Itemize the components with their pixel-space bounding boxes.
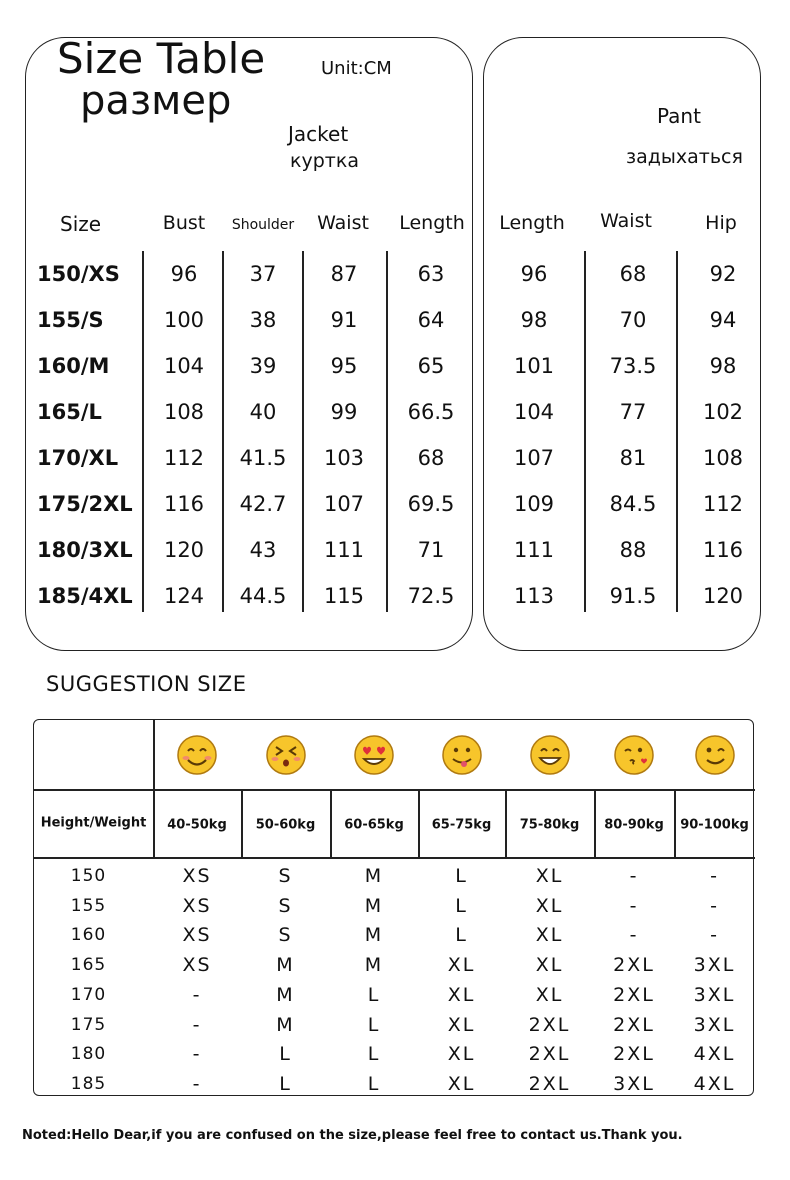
pant-cell-waist: 68 — [619, 262, 647, 286]
pant-cell-waist: 77 — [619, 400, 647, 424]
height-cell: 155 — [70, 895, 107, 916]
pant-header-waist: Waist — [600, 210, 652, 232]
jacket-label: Jacket — [288, 122, 349, 146]
suggested-size-cell: - — [192, 1043, 202, 1066]
jacket-cell-bust: 116 — [163, 492, 205, 516]
jacket-cell-length: 65 — [417, 354, 445, 378]
jacket-size-label: 150/XS — [37, 262, 120, 286]
pant-cell-waist: 81 — [619, 446, 647, 470]
jacket-cell-waist: 95 — [330, 354, 358, 378]
page-title-russian: размер — [80, 78, 232, 124]
table-divider — [594, 789, 596, 857]
suggested-size-cell: XL — [535, 983, 564, 1006]
suggestion-title: SUGGESTION SIZE — [46, 672, 247, 696]
jacket-cell-shoulder: 43 — [249, 538, 277, 562]
suggested-size-cell: L — [367, 1013, 381, 1036]
weight-header: 60-65kg — [344, 817, 404, 833]
squinting-emoji-icon — [265, 734, 307, 776]
weight-header: 80-90kg — [604, 817, 664, 833]
suggested-size-cell: 2XL — [613, 1013, 655, 1036]
suggested-size-cell: XL — [447, 1072, 476, 1095]
column-divider — [386, 251, 388, 612]
suggested-size-cell: M — [364, 954, 384, 977]
suggested-size-cell: M — [276, 1013, 295, 1036]
jacket-cell-bust: 112 — [163, 446, 205, 470]
pant-cell-waist: 84.5 — [609, 492, 657, 516]
suggested-size-cell: XL — [447, 1013, 476, 1036]
pant-cell-length: 96 — [520, 262, 548, 286]
suggested-size-cell: M — [364, 865, 384, 887]
suggested-size-cell: - — [192, 1072, 202, 1095]
table-divider — [34, 789, 755, 791]
suggested-size-cell: S — [278, 894, 293, 917]
jacket-cell-shoulder: 42.7 — [239, 492, 287, 516]
jacket-header-length: Length — [399, 212, 465, 234]
jacket-cell-waist: 99 — [330, 400, 358, 424]
jacket-cell-length: 69.5 — [407, 492, 455, 516]
suggested-size-cell: M — [364, 894, 384, 917]
jacket-cell-length: 63 — [417, 262, 445, 286]
pant-cell-hip: 92 — [709, 262, 737, 286]
pant-cell-waist: 73.5 — [609, 354, 657, 378]
suggested-size-cell: XL — [535, 924, 564, 947]
jacket-size-label: 185/4XL — [37, 584, 133, 608]
jacket-cell-shoulder: 39 — [249, 354, 277, 378]
suggested-size-cell: L — [367, 1043, 381, 1066]
column-divider — [676, 251, 678, 612]
jacket-header-size: Size — [60, 212, 102, 236]
jacket-size-label: 160/M — [37, 354, 110, 378]
pant-cell-waist: 70 — [619, 308, 647, 332]
smiling-emoji-icon — [176, 734, 218, 776]
height-cell: 185 — [70, 1073, 107, 1094]
suggested-size-cell: - — [192, 983, 202, 1006]
pant-cell-length: 111 — [513, 538, 555, 562]
column-divider — [302, 251, 304, 612]
height-cell: 165 — [70, 955, 107, 976]
jacket-cell-waist: 115 — [323, 584, 365, 608]
suggested-size-cell: XL — [535, 865, 564, 887]
jacket-cell-bust: 104 — [163, 354, 205, 378]
suggested-size-cell: 3XL — [693, 1013, 736, 1036]
jacket-cell-waist: 91 — [330, 308, 358, 332]
suggested-size-cell: XL — [535, 894, 564, 917]
pant-cell-length: 101 — [513, 354, 555, 378]
jacket-cell-shoulder: 40 — [249, 400, 277, 424]
jacket-cell-bust: 120 — [163, 538, 205, 562]
suggested-size-cell: L — [455, 865, 468, 887]
suggested-size-cell: M — [276, 954, 295, 977]
jacket-size-label: 180/3XL — [37, 538, 133, 562]
jacket-cell-length: 66.5 — [407, 400, 455, 424]
suggested-size-cell: XL — [447, 1043, 476, 1066]
unit-label: Unit:CM — [321, 58, 392, 79]
pant-header-hip: Hip — [705, 212, 737, 234]
suggested-size-cell: 2XL — [528, 1013, 571, 1036]
pant-cell-hip: 116 — [702, 538, 744, 562]
jacket-cell-bust: 96 — [170, 262, 198, 286]
jacket-size-label: 155/S — [37, 308, 104, 332]
pant-cell-waist: 88 — [619, 538, 647, 562]
suggested-size-cell: L — [279, 1043, 292, 1066]
column-divider — [584, 251, 586, 612]
pant-cell-length: 109 — [513, 492, 555, 516]
footer-note: Noted:Hello Dear,if you are confused on the size,please feel free to contact us.Thank you. — [22, 1128, 683, 1143]
pant-header-length: Length — [499, 212, 565, 234]
table-divider — [241, 789, 243, 857]
jacket-cell-bust: 124 — [163, 584, 205, 608]
suggested-size-cell: - — [710, 894, 719, 917]
jacket-cell-waist: 111 — [323, 538, 365, 562]
jacket-label-russian: куртка — [290, 150, 359, 172]
suggested-size-cell: XL — [535, 954, 564, 977]
suggested-size-cell: S — [278, 924, 293, 947]
suggested-size-cell: 2XL — [528, 1043, 571, 1066]
suggested-size-cell: XS — [182, 894, 212, 917]
height-cell: 170 — [70, 984, 107, 1005]
suggested-size-cell: - — [192, 1013, 202, 1036]
height-cell: 160 — [70, 925, 107, 946]
suggested-size-cell: - — [629, 865, 639, 887]
suggested-size-cell: 3XL — [693, 954, 736, 977]
suggested-size-cell: S — [278, 865, 293, 887]
suggested-size-cell: - — [710, 924, 719, 947]
suggested-size-cell: 2XL — [528, 1072, 571, 1095]
jacket-cell-shoulder: 38 — [249, 308, 277, 332]
suggested-size-cell: M — [364, 924, 384, 947]
suggested-size-cell: M — [276, 983, 295, 1006]
height-weight-header: Height/Weight — [40, 815, 147, 831]
pant-cell-hip: 98 — [709, 354, 737, 378]
height-cell: 180 — [70, 1044, 107, 1065]
jacket-cell-shoulder: 41.5 — [239, 446, 287, 470]
pant-cell-length: 107 — [513, 446, 555, 470]
suggested-size-cell: 4XL — [693, 1072, 736, 1095]
pant-cell-hip: 102 — [702, 400, 744, 424]
suggested-size-cell: XS — [182, 924, 212, 947]
jacket-header-bust: Bust — [162, 212, 206, 234]
suggested-size-cell: XS — [182, 954, 212, 977]
suggested-size-cell: XL — [447, 983, 476, 1006]
weight-header: 90-100kg — [680, 817, 749, 833]
heart-eyes-emoji-icon — [353, 734, 395, 776]
jacket-cell-bust: 100 — [163, 308, 205, 332]
jacket-header-waist: Waist — [317, 212, 369, 234]
pant-cell-hip: 94 — [709, 308, 737, 332]
column-divider — [222, 251, 224, 612]
weight-header: 75-80kg — [519, 817, 580, 833]
jacket-cell-waist: 103 — [323, 446, 365, 470]
suggested-size-cell: 2XL — [613, 954, 655, 977]
weight-header: 65-75kg — [431, 817, 492, 833]
pant-cell-waist: 91.5 — [609, 584, 657, 608]
jacket-size-label: 165/L — [37, 400, 102, 424]
suggested-size-cell: - — [710, 865, 719, 887]
tongue-emoji-icon — [441, 734, 483, 776]
suggested-size-cell: L — [367, 983, 381, 1006]
jacket-cell-length: 72.5 — [407, 584, 455, 608]
grinning-emoji-icon — [529, 734, 571, 776]
weight-header: 40-50kg — [167, 817, 227, 833]
jacket-cell-length: 64 — [417, 308, 445, 332]
suggested-size-cell: - — [629, 924, 639, 947]
jacket-cell-waist: 107 — [323, 492, 365, 516]
pant-cell-hip: 120 — [702, 584, 744, 608]
jacket-cell-length: 71 — [417, 538, 445, 562]
suggested-size-cell: L — [455, 894, 468, 917]
suggested-size-cell: XL — [447, 954, 476, 977]
suggested-size-cell: 3XL — [693, 983, 736, 1006]
table-divider — [505, 789, 507, 857]
table-divider — [153, 720, 155, 857]
suggested-size-cell: L — [455, 924, 468, 947]
page-title: Size Table — [57, 34, 266, 83]
pant-cell-hip: 112 — [702, 492, 744, 516]
suggested-size-cell: 3XL — [613, 1072, 655, 1095]
jacket-cell-waist: 87 — [330, 262, 358, 286]
jacket-cell-length: 68 — [417, 446, 445, 470]
column-divider — [142, 251, 144, 612]
pant-cell-length: 113 — [513, 584, 555, 608]
pant-cell-length: 98 — [520, 308, 548, 332]
table-divider — [674, 789, 676, 857]
pant-label: Pant — [657, 104, 701, 128]
pant-label-russian: задыхаться — [626, 146, 743, 168]
jacket-cell-bust: 108 — [163, 400, 205, 424]
suggested-size-cell: L — [367, 1072, 381, 1095]
suggested-size-cell: 2XL — [613, 983, 655, 1006]
table-divider — [330, 789, 332, 857]
table-divider — [34, 857, 755, 859]
pant-cell-hip: 108 — [702, 446, 744, 470]
jacket-size-label: 175/2XL — [37, 492, 133, 516]
jacket-cell-shoulder: 37 — [249, 262, 277, 286]
height-cell: 150 — [70, 866, 107, 886]
weight-header: 50-60kg — [255, 817, 316, 833]
suggested-size-cell: L — [279, 1072, 292, 1095]
suggestion-table — [33, 719, 754, 1096]
jacket-cell-shoulder: 44.5 — [239, 584, 287, 608]
jacket-size-label: 170/XL — [37, 446, 119, 470]
suggested-size-cell: 2XL — [613, 1043, 655, 1066]
suggested-size-cell: - — [629, 894, 639, 917]
kissing-emoji-icon — [613, 734, 655, 776]
suggested-size-cell: 4XL — [693, 1043, 736, 1066]
height-cell: 175 — [70, 1014, 107, 1035]
winking-emoji-icon — [694, 734, 736, 776]
table-divider — [418, 789, 420, 857]
jacket-header-shoulder: Shoulder — [231, 217, 295, 233]
pant-cell-length: 104 — [513, 400, 555, 424]
suggested-size-cell: XS — [182, 865, 212, 887]
